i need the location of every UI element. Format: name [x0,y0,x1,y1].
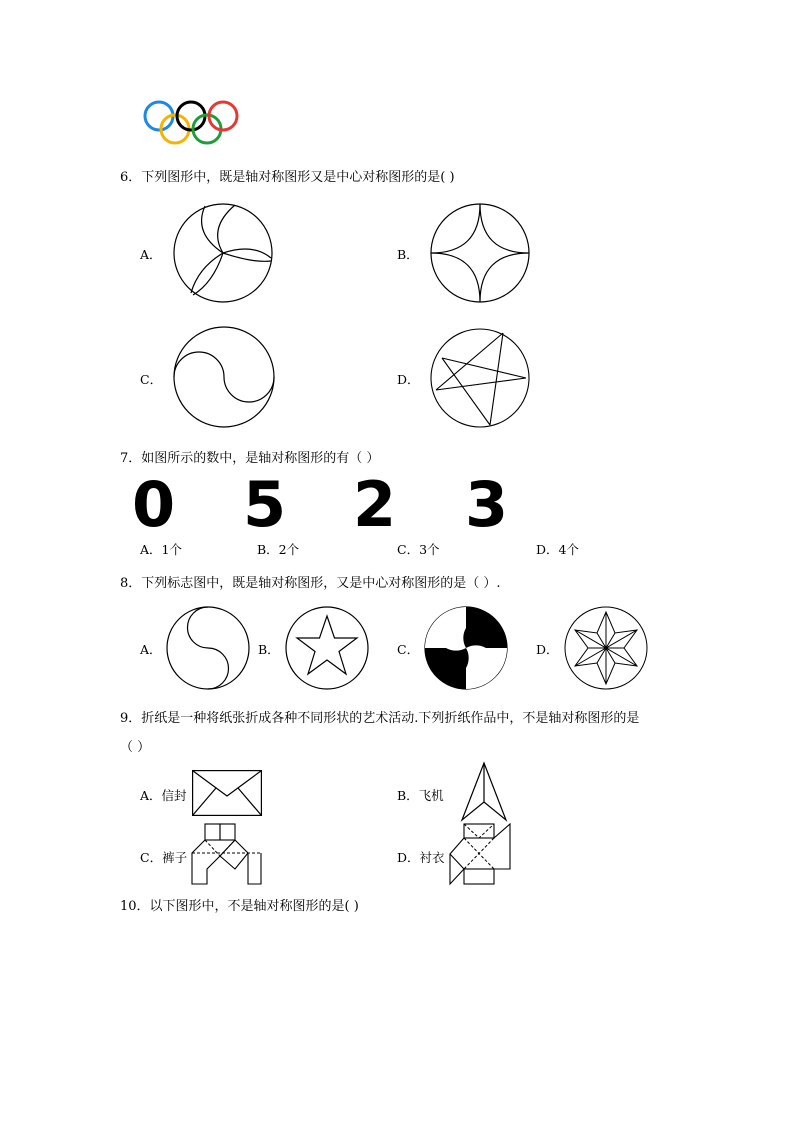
q7-option-b: B．2个 [257,542,300,557]
pants-figure [191,823,261,885]
q8-figure-c [424,606,508,690]
q8-option-b-label: B． [258,642,280,657]
q7-option-d: D．4个 [536,542,579,557]
digit-2: 2 [353,468,397,541]
q9-option-b: B．飞机 [397,788,444,803]
q9-option-d: D．衬衣 [397,850,445,865]
q6-figure-d [430,328,530,428]
olympic-rings-figure [140,98,240,148]
q8-figure-b [285,606,369,690]
q6-option-a-label: A． [140,247,162,262]
q6-figure-b [430,203,530,303]
q6-option-b-label: B． [397,247,419,262]
q8-option-c-label: C． [397,642,420,657]
q9-option-c: C．裤子 [140,850,188,865]
digit-3: 3 [465,468,509,541]
question-10-text: 10．以下图形中，不是轴对称图形的是( ) [120,899,359,914]
envelope-figure [192,770,262,816]
plane-figure [461,762,507,822]
question-6-text: 6．下列图形中，既是轴对称图形又是中心对称图形的是( ) [120,170,455,185]
q8-figure-d [564,606,648,690]
shirt-figure [449,822,511,886]
q6-figure-a [173,203,273,303]
question-9-paren: （ ） [120,740,151,755]
q7-option-a: A．1个 [140,542,182,557]
q8-option-d-label: D． [536,642,559,657]
q8-option-a-label: A． [140,642,162,657]
digit-0: 0 [132,468,176,541]
digit-5: 5 [243,468,287,541]
question-8-text: 8．下列标志图中，既是轴对称图形，又是中心对称图形的是（ ）. [120,576,501,591]
q7-option-c: C．3个 [397,542,440,557]
q6-figure-c [173,326,275,428]
question-7-text: 7．如图所示的数中，是轴对称图形的有（ ） [120,451,380,466]
question-9-text: 9．折纸是一种将纸张折成各种不同形状的艺术活动.下列折纸作品中，不是轴对称图形的是 [120,711,640,726]
q6-option-c-label: C． [140,372,163,387]
q8-figure-a [166,606,250,690]
q9-option-a: A．信封 [140,788,187,803]
q6-option-d-label: D． [397,372,420,387]
